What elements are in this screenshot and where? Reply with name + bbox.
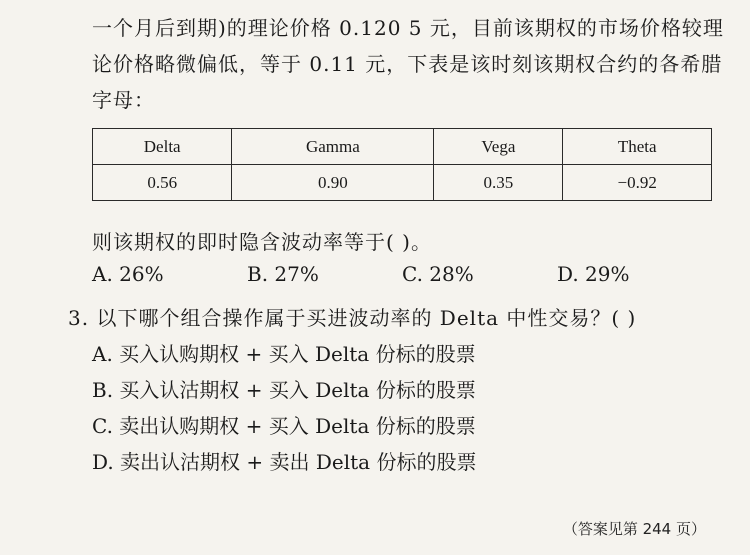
header-vega: Vega: [434, 129, 563, 165]
answer-reference: （答案见第 244 页）: [562, 520, 706, 538]
value-gamma: 0.90: [232, 165, 434, 201]
value-delta: 0.56: [93, 165, 232, 201]
question-3-option-a: A. 买入认购期权 + 买入 Delta 份标的股票: [92, 342, 476, 366]
question-3-option-c: C. 卖出认购期权 + 买入 Delta 份标的股票: [92, 414, 476, 438]
intro-line-1: 一个月后到期)的理论价格 0.120 5 元，目前该期权的市场价格较理: [92, 16, 724, 40]
greeks-header-row: [93, 129, 712, 165]
question-intro-paragraph: [92, 10, 732, 118]
value-vega: 0.35: [434, 165, 563, 201]
value-theta: −0.92: [563, 165, 712, 201]
header-theta: Theta: [563, 129, 712, 165]
question-2-stem: 则该期权的即时隐含波动率等于( )。: [92, 230, 432, 254]
greeks-value-row: [93, 165, 712, 201]
question-2-option-b: B. 27%: [247, 262, 319, 286]
question-2-option-d: D. 29%: [557, 262, 630, 286]
intro-line-2: 论价格略微偏低，等于 0.11 元，下表是该时刻该期权合约的各希腊: [92, 52, 723, 76]
question-3-option-b: B. 买入认沽期权 + 买入 Delta 份标的股票: [92, 378, 476, 402]
question-3-option-d: D. 卖出认沽期权 + 卖出 Delta 份标的股票: [92, 450, 477, 474]
header-gamma: Gamma: [232, 129, 434, 165]
header-delta: Delta: [93, 129, 232, 165]
intro-line-3: 字母：: [92, 88, 155, 112]
question-3-stem: 3. 以下哪个组合操作属于买进波动率的 Delta 中性交易？( ): [68, 306, 637, 330]
question-2-option-a: A. 26%: [92, 262, 164, 286]
greeks-table: [92, 128, 712, 201]
question-2-option-c: C. 28%: [402, 262, 474, 286]
